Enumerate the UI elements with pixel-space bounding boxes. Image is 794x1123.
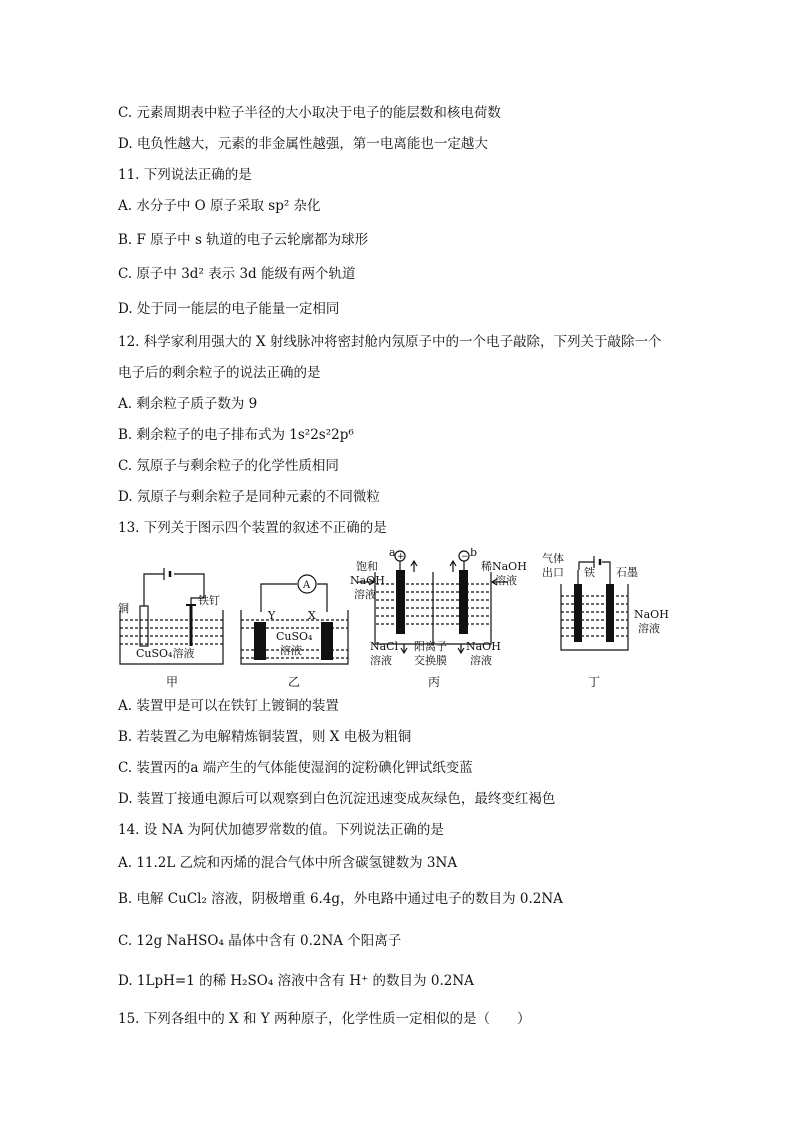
- label-sol-ding: 溶液: [638, 622, 660, 635]
- option-c-q10: C. 元素周期表中粒子半径的大小取决于电子的能层数和核电荷数: [118, 105, 501, 121]
- apparatus-diagram: [118, 548, 688, 696]
- svg-text:−: −: [461, 552, 469, 562]
- label-naoh-sat: NaOH: [350, 574, 385, 587]
- caption-bing: 丙: [428, 675, 441, 689]
- question-13: 13. 下列关于图示四个装置的叙述不正确的是: [118, 520, 387, 536]
- label-sol-nacl: 溶液: [370, 654, 392, 667]
- caption-ding: 丁: [588, 675, 601, 689]
- label-sol-sat: 溶液: [354, 588, 376, 601]
- option-a-q14: A. 11.2L 乙烷和丙烯的混合气体中所含碳氢键数为 3NA: [118, 855, 458, 871]
- option-b-q13: B. 若装置乙为电解精炼铜装置，则 X 电极为粗铜: [118, 729, 412, 745]
- option-a-q13: A. 装置甲是可以在铁钉上镀铜的装置: [118, 698, 339, 714]
- label-gas: 气体: [542, 552, 564, 565]
- label-iron-nail: 铁钉: [198, 594, 220, 607]
- label-membrane: 交换膜: [414, 654, 447, 667]
- label-x-electrode: X: [308, 609, 316, 622]
- label-outlet: 出口: [542, 566, 564, 579]
- apparatus-svg: [118, 548, 688, 696]
- question-12-cont: 电子后的剩余粒子的说法正确的是: [118, 365, 321, 381]
- label-y-electrode: Y: [268, 609, 276, 622]
- label-saturated: 饱和: [356, 560, 378, 573]
- option-a-q11: A. 水分子中 O 原子采取 sp² 杂化: [118, 198, 321, 214]
- option-a-q12: A. 剩余粒子质子数为 9: [118, 396, 258, 412]
- label-iron: 铁: [584, 566, 595, 579]
- label-b-terminal: b: [470, 548, 478, 559]
- option-b-q11: B. F 原子中 s 轨道的电子云轮廓都为球形: [118, 232, 369, 248]
- svg-text:+: +: [397, 552, 405, 562]
- label-graphite: 石墨: [616, 566, 638, 579]
- option-c-q11: C. 原子中 3d² 表示 3d 能级有两个轨道: [118, 266, 356, 282]
- label-sol-dilute: 溶液: [495, 574, 517, 587]
- label-a-terminal: a: [389, 548, 396, 559]
- question-11: 11. 下列说法正确的是: [118, 167, 252, 183]
- caption-jia: 甲: [166, 675, 179, 689]
- option-c-q13: C. 装置丙的a 端产生的气体能使湿润的淀粉碘化钾试纸变蓝: [118, 760, 473, 776]
- question-14: 14. 设 NA 为阿伏加德罗常数的值。下列说法正确的是: [118, 822, 444, 838]
- label-solution-yi: 溶液: [280, 644, 302, 657]
- label-cuso4-yi: CuSO₄: [276, 630, 313, 643]
- option-b-q12: B. 剩余粒子的电子排布式为 1s²2s²2p⁶: [118, 427, 354, 443]
- question-12: 12. 科学家利用强大的 X 射线脉冲将密封舱内氖原子中的一个电子敲除，下列关于敲除一个: [118, 334, 662, 350]
- ammeter-icon: A: [303, 580, 311, 591]
- label-nacl: NaCl: [370, 640, 399, 653]
- option-b-q14: B. 电解 CuCl₂ 溶液，阴极增重 6.4g，外电路中通过电子的数目为 0.2NA: [118, 891, 563, 907]
- label-cation: 阳离子: [414, 640, 447, 653]
- option-d-q10: D. 电负性越大，元素的非金属性越强，第一电离能也一定越大: [118, 136, 488, 152]
- option-d-q13: D. 装置丁接通电源后可以观察到白色沉淀迅速变成灰绿色，最终变红褐色: [118, 791, 556, 807]
- label-naoh-ding: NaOH: [634, 608, 669, 621]
- label-sol-naoh-out: 溶液: [470, 654, 492, 667]
- option-d-q14: D. 1LpH=1 的稀 H₂SO₄ 溶液中含有 H⁺ 的数目为 0.2NA: [118, 973, 474, 989]
- label-cuso4-jia: CuSO₄溶液: [136, 647, 195, 660]
- option-d-q11: D. 处于同一能层的电子能量一定相同: [118, 301, 340, 317]
- question-15: 15. 下列各组中的 X 和 Y 两种原子，化学性质一定相似的是（ ）: [118, 1011, 531, 1027]
- caption-yi: 乙: [288, 675, 301, 689]
- option-c-q12: C. 氖原子与剩余粒子的化学性质相同: [118, 458, 339, 474]
- label-dilute-naoh: 稀NaOH: [481, 560, 527, 573]
- option-c-q14: C. 12g NaHSO₄ 晶体中含有 0.2NA 个阳离子: [118, 933, 402, 949]
- option-d-q12: D. 氖原子与剩余粒子是同种元素的不同微粒: [118, 489, 380, 505]
- label-copper: 铜: [118, 602, 129, 615]
- label-naoh-out: NaOH: [466, 640, 501, 653]
